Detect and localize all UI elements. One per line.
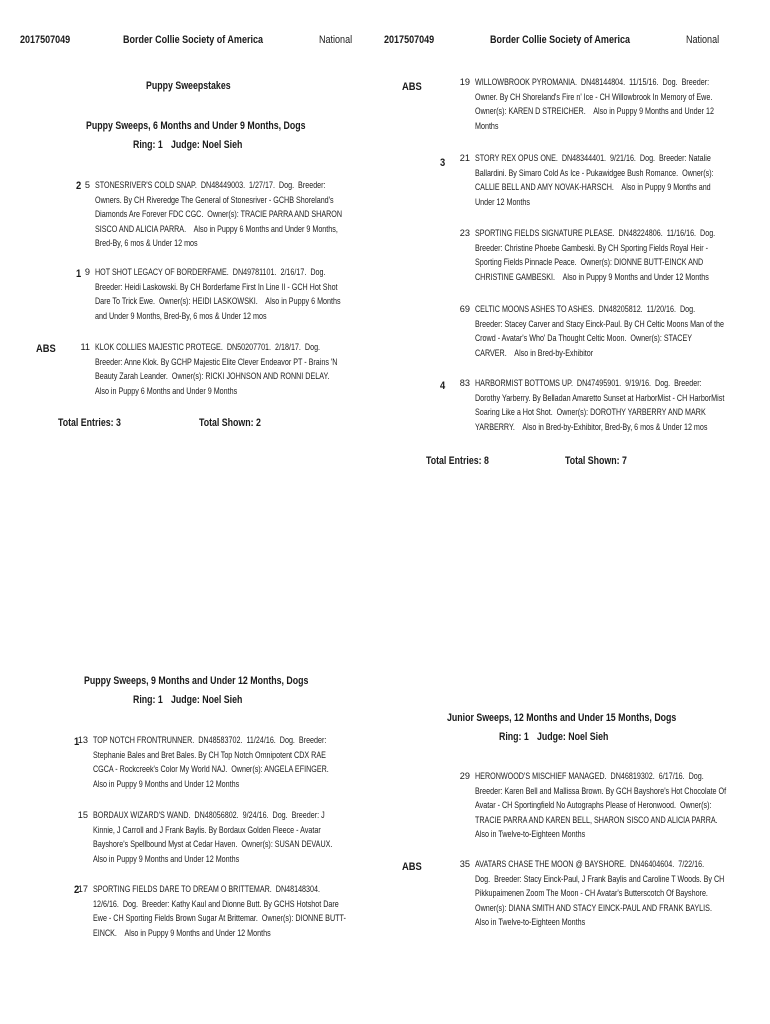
entry-text: WILLOWBROOK PYROMANIA. DN48144804. 11/15/16. Dog. Breeder: Owner. By CH Shoreland's Fire n' Ice - CH Willowbrook In Memory of Ewe. Owner(s): KAREN D STREICHER. Also in Puppy 9 Months and Under 12 Months: [475, 77, 714, 131]
placement: 2: [76, 180, 82, 192]
total-entries: Total Entries: 3: [58, 417, 121, 429]
scope-left: National: [319, 34, 353, 46]
ring-label: Ring: 1: [133, 139, 163, 151]
entry-text: BORDAUX WIZARD'S WAND. DN48056802. 9/24/16. Dog. Breeder: J Kinnie, J Carroll and J Frank Baylis. By Bordaux Golden Fleece - Avatar Bayshore's Spellbound Myst at Cedar Haven. Owner(s): SUSAN DEVAUX. Also in Puppy 9 Months and Under 12 Months: [93, 810, 333, 864]
list-item: [76, 178, 356, 248]
entry-text: HOT SHOT LEGACY OF BORDERFAME. DN49781101. 2/16/17. Dog. Breeder: Heidi Laskowski. By CH Borderfame First In Line II - GCH Hot Shot Dare To Trick Ewe. Owner(s): HEIDI LASKOWSKI. Also in Puppy 6 Months and Under 9 Months, Bred-By, 6 mos & Under 12 mos: [95, 267, 341, 321]
list-item: [456, 151, 746, 211]
entry-text: SPORTING FIELDS SIGNATURE PLEASE. DN48224806. 11/16/16. Dog. Breeder: Christine Phoebe Gambeski. By CH Sporting Fields Royal Heir - Sporting Fields Pinnacle Peace. Owner(s): DIONNE BUTT-EINCK AND CHRISTINE GAMBESKI. Also in Puppy 9 Months and Under 12 Months: [475, 228, 716, 282]
list-item: [456, 75, 746, 135]
entry-text: STONESRIVER'S COLD SNAP. DN48449003. 1/27/17. Dog. Breeder: Owners. By CH Riveredge The General of Stonesriver - GCHB Shoreland's Diamonds Are Forever FDC CGC. Owner(s): TRACIE PARRA AND SHARON SISCO AND ALICIA PARRA. Also in Puppy 6 Months and Under 9 Months, Bred-By, 6 mos & Under 12 mos: [95, 180, 343, 248]
entry-text: HARBORMIST BOTTOMS UP. DN47495901. 9/19/16. Dog. Breeder: Dorothy Yarberry. By Belladan Amaretto Sunset at HarborMist - CH HarborMist Soaring Like a Hot Shot. Owner(s): DOROTHY YARBERRY AND MARK YARBERRY. Also in Bred-by-Exhibitor, Bred-By, 6 mos & Under 12 mos: [475, 378, 725, 432]
ring-label: Ring: 1: [133, 694, 163, 706]
page-id-left: 2017507049: [20, 34, 71, 46]
judge-label: Judge: Noel Sieh: [537, 731, 609, 743]
society-name-right: Border Collie Society of America: [490, 34, 631, 46]
list-item: [456, 302, 746, 362]
class-title: Puppy Sweeps, 9 Months and Under 12 Months, Dogs: [84, 675, 309, 687]
list-item: [456, 857, 746, 932]
entry-number: 15: [77, 810, 88, 820]
ring-label: Ring: 1: [499, 731, 529, 743]
entry-number: 13: [77, 735, 88, 745]
placement: ABS: [402, 861, 422, 873]
page-id-right: 2017507049: [384, 34, 435, 46]
entry-number: 11: [80, 342, 90, 352]
list-item: [74, 733, 354, 793]
list-item: [76, 340, 356, 400]
entry-number: 35: [459, 859, 470, 869]
entry-text: SPORTING FIELDS DARE TO DREAM O BRITTEMAR. DN48148304. 12/6/16. Dog. Breeder: Kathy Kaul and Dionne Butt. By GCHS Hotshot Dare Ewe - CH Sporting Fields Brown Sugar At Brittemar. Owner(s): DIONNE BUTT- EINCK. Also in Puppy 9 Months and Under 12 Months: [93, 884, 346, 938]
entry-text: AVATARS CHASE THE MOON @ BAYSHORE. DN46404604. 7/22/16. Dog. Breeder: Stacy Einck-Paul, J Frank Baylis and Caroline T Woods. By CH Pikkupaimenen Zoom The Moon - CH Avatar's Butterscotch Of Bayshore. Owner(s): DIANA SMITH AND STACY EINCK-PAUL AND FRANK BAYLIS. Also in Twelve-to-Eighteen Months: [475, 859, 725, 927]
entry-text: HERONWOOD'S MISCHIEF MANAGED. DN46819302. 6/17/16. Dog. Breeder: Karen Bell and Mallissa Brown. By GCH Bayshore's Hot Chocolate Of Avatar - CH Sportingfield No Autographs Please of Heronwood. Owner(s): TRACIE PARRA AND KAREN BELL, SHARON SISCO AND ALICIA PARRA. Also in Twelve-to-Eighteen Months: [475, 771, 727, 839]
entry-number: 23: [459, 228, 470, 238]
class-title: Junior Sweeps, 12 Months and Under 15 Months, Dogs: [447, 712, 677, 724]
placement: 1: [74, 736, 80, 748]
placement: ABS: [402, 81, 422, 93]
entry-text: TOP NOTCH FRONTRUNNER. DN48583702. 11/24/16. Dog. Breeder: Stephanie Bales and Bret Bales. By CH Top Notch Omnipotent CDX RAE CGCA - Rockcreek's Color My World NAJ. Owner(s): ANGELA EFINGER. Also in Puppy 9 Months and Under 12 Months: [93, 735, 329, 789]
total-shown: Total Shown: 7: [565, 455, 627, 467]
list-item: [456, 769, 746, 844]
list-item: [456, 376, 746, 436]
entry-text: CELTIC MOONS ASHES TO ASHES. DN48205812. 11/20/16. Dog. Breeder: Stacey Carver and Stacy Einck-Paul. By CH Celtic Moons Man of the Crowd - Avatar's Who' Da Thought Celtic Moon. Owner(s): STACEY CARVER. Also in Bred-by-Exhibitor: [475, 304, 724, 358]
entry-number: 19: [459, 77, 470, 87]
scope-right: National: [686, 34, 720, 46]
society-name-left: Border Collie Society of America: [123, 34, 264, 46]
placement: ABS: [36, 343, 56, 355]
class-title: Puppy Sweeps, 6 Months and Under 9 Months, Dogs: [86, 120, 306, 132]
entry-number: 21: [459, 153, 470, 163]
entry-number: 5: [84, 180, 90, 190]
judge-label: Judge: Noel Sieh: [171, 139, 243, 151]
entry-number: 83: [459, 378, 470, 388]
entry-text: KLOK COLLIES MAJESTIC PROTEGE. DN50207701. 2/18/17. Dog. Breeder: Anne Klok. By GCHP Majestic Elite Clever Endeavor PT - Brains 'N Beauty Zarah Leander. Owner(s): RICKI JOHNSON AND RONNI DELAY. Also in Puppy 6 Months and Under 9 Months: [95, 342, 338, 396]
sweepstakes-title: Puppy Sweepstakes: [146, 80, 231, 92]
total-entries: Total Entries: 8: [426, 455, 489, 467]
entry-text: STORY REX OPUS ONE. DN48344401. 9/21/16. Dog. Breeder: Natalie Ballardini. By Simaro Cold As Ice - Pukawidgee Bush Romance. Owner(s): CALLIE BELL AND AMY NOVAK-HARSCH. Also in Puppy 9 Months and Under 12 Months: [475, 153, 714, 207]
entry-number: 17: [77, 884, 88, 894]
list-item: [74, 882, 354, 942]
placement: 4: [440, 380, 446, 392]
placement: 3: [440, 157, 446, 169]
entry-number: 9: [84, 267, 90, 277]
list-item: [74, 808, 354, 868]
list-item: [76, 265, 356, 325]
list-item: [456, 226, 746, 286]
entry-number: 69: [459, 304, 470, 314]
total-shown: Total Shown: 2: [199, 417, 261, 429]
entry-number: 29: [459, 771, 470, 781]
placement: 1: [76, 268, 82, 280]
judge-label: Judge: Noel Sieh: [171, 694, 243, 706]
placement: 2: [74, 884, 80, 896]
